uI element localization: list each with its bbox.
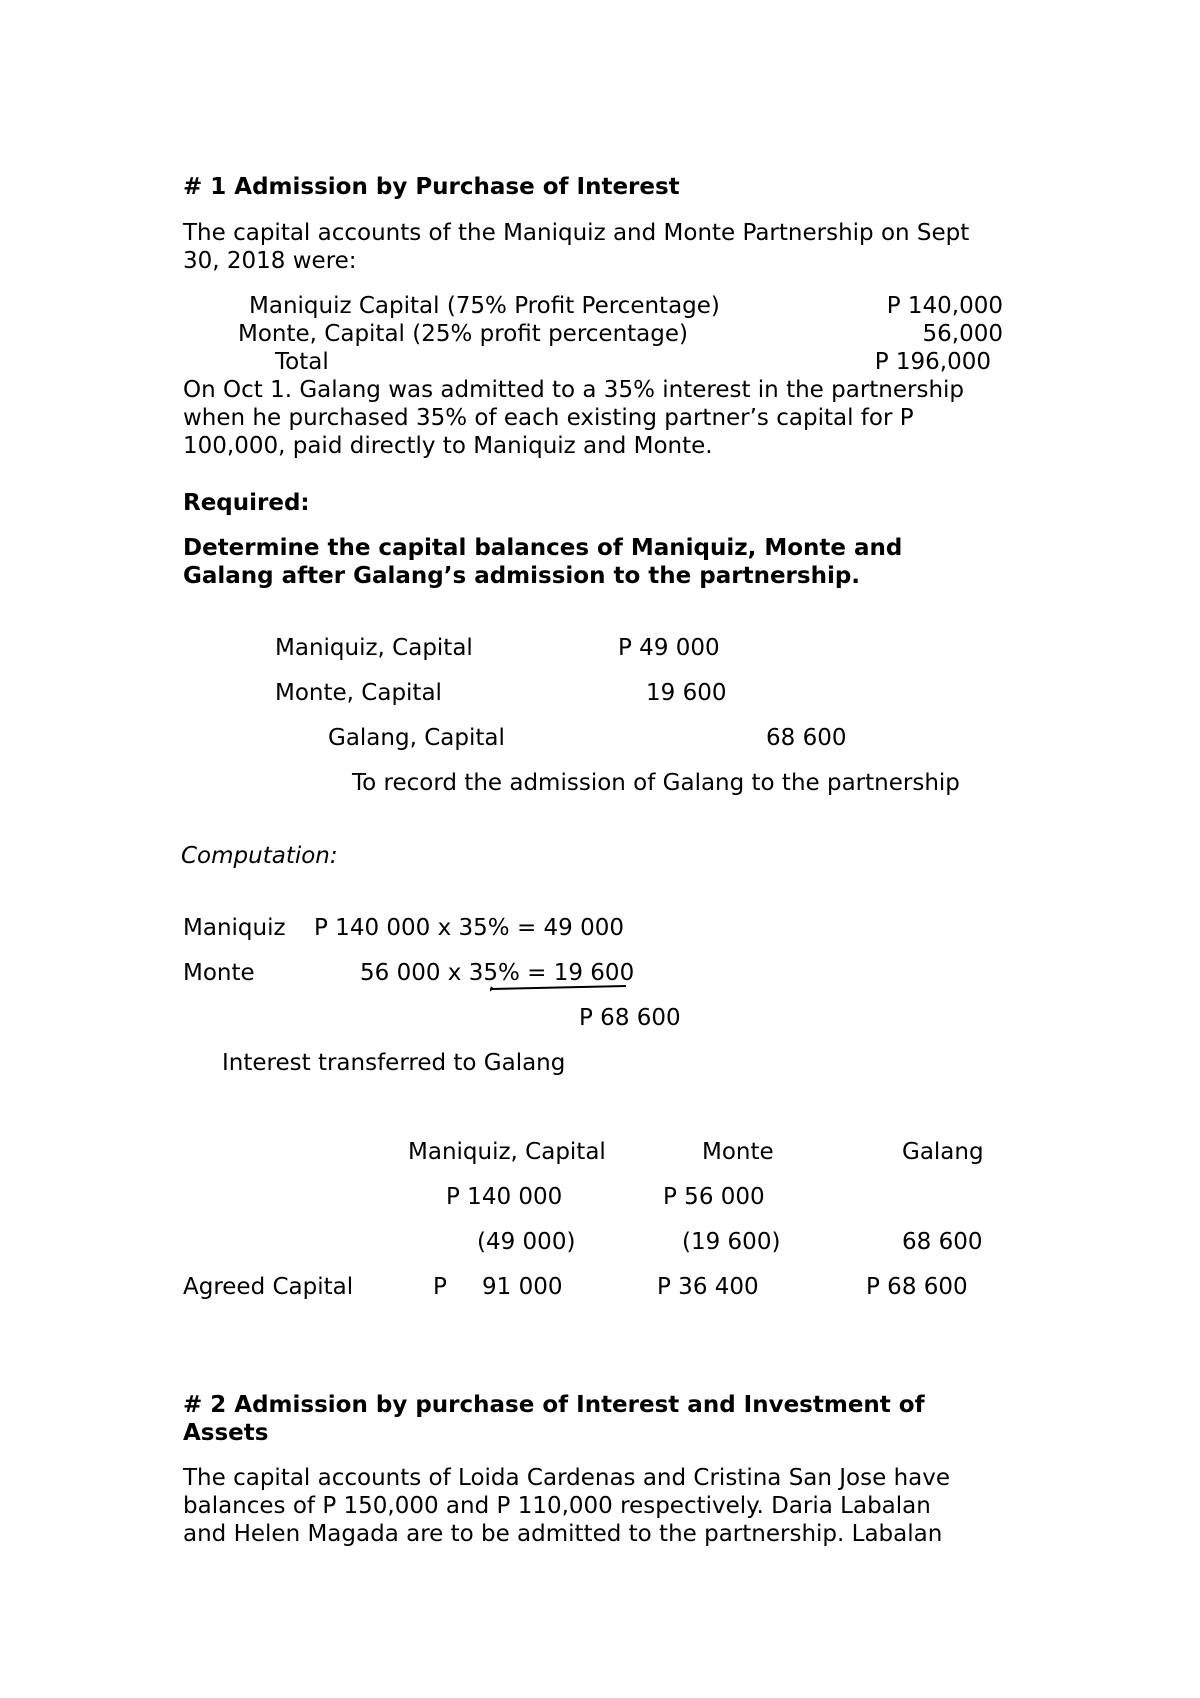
- computation-formula-maniquiz: P 140 000 x 35% = 49 000: [314, 915, 625, 941]
- balance-amount-maniquiz: P 140,000: [886, 293, 1003, 319]
- table-header-galang: Galang: [902, 1139, 984, 1165]
- story-line-2: when he purchased 35% of each existing partner’s capital for P: [183, 405, 914, 431]
- section2-text-line-2: balances of P 150,000 and P 110,000 respectively. Daria Labalan: [183, 1493, 931, 1519]
- table-header-monte: Monte: [702, 1139, 774, 1165]
- table-row1-monte: P 56 000: [663, 1184, 765, 1210]
- section2-heading-line-1: # 2 Admission by purchase of Interest and Investment of: [183, 1392, 925, 1418]
- table-agreed-prefix: P: [433, 1274, 447, 1300]
- computation-formula-monte: 56 000 x 35% = 19 600: [360, 960, 635, 986]
- required-line-1: Determine the capital balances of Maniquiz, Monte and: [183, 535, 903, 561]
- story-line-1: On Oct 1. Galang was admitted to a 35% interest in the partnership: [183, 377, 965, 403]
- journal-debit-amount-2: 19 600: [646, 680, 727, 706]
- journal-debit-amount-1: P 49 000: [618, 635, 720, 661]
- balance-label-monte: Monte, Capital (25% profit percentage): [238, 321, 688, 347]
- journal-explanation: To record the admission of Galang to the partnership: [352, 770, 960, 796]
- computation-underline: [490, 983, 630, 995]
- story-line-3: 100,000, paid directly to Maniquiz and Monte.: [183, 433, 713, 459]
- computation-label: Computation:: [181, 843, 338, 869]
- table-agreed-monte: P 36 400: [657, 1274, 759, 1300]
- computation-name-maniquiz: Maniquiz: [183, 915, 286, 941]
- journal-debit-account-1: Maniquiz, Capital: [275, 635, 473, 661]
- intro-line-2: 30, 2018 were:: [183, 248, 357, 274]
- balance-amount-total: P 196,000: [874, 349, 991, 375]
- computation-total: P 68 600: [579, 1005, 681, 1031]
- required-line-2: Galang after Galang’s admission to the partnership.: [183, 563, 861, 589]
- table-agreed-label: Agreed Capital: [183, 1274, 354, 1300]
- balance-amount-monte: 56,000: [922, 321, 1003, 347]
- table-row2-maniquiz: (49 000): [477, 1229, 576, 1255]
- journal-credit-account: Galang, Capital: [328, 725, 505, 751]
- section2-heading-line-2: Assets: [183, 1420, 269, 1446]
- section1-heading: # 1 Admission by Purchase of Interest: [183, 174, 680, 200]
- intro-line-1: The capital accounts of the Maniquiz and Monte Partnership on Sept: [183, 220, 970, 246]
- interest-note: Interest transferred to Galang: [222, 1050, 566, 1076]
- section2-text-line-3: and Helen Magada are to be admitted to the partnership. Labalan: [183, 1521, 943, 1547]
- section2-text-line-1: The capital accounts of Loida Cardenas and Cristina San Jose have: [183, 1465, 951, 1491]
- table-header-maniquiz: Maniquiz, Capital: [408, 1139, 606, 1165]
- table-row2-galang: 68 600: [902, 1229, 983, 1255]
- table-agreed-galang: P 68 600: [866, 1274, 968, 1300]
- table-row2-monte: (19 600): [682, 1229, 781, 1255]
- balance-label-total: Total: [275, 349, 329, 375]
- journal-debit-account-2: Monte, Capital: [275, 680, 442, 706]
- computation-name-monte: Monte: [183, 960, 255, 986]
- table-row1-maniquiz: P 140 000: [446, 1184, 563, 1210]
- table-agreed-maniquiz: 91 000: [482, 1274, 563, 1300]
- journal-credit-amount: 68 600: [766, 725, 847, 751]
- required-label: Required:: [183, 490, 310, 516]
- balance-label-maniquiz: Maniquiz Capital (75% Profit Percentage): [249, 293, 720, 319]
